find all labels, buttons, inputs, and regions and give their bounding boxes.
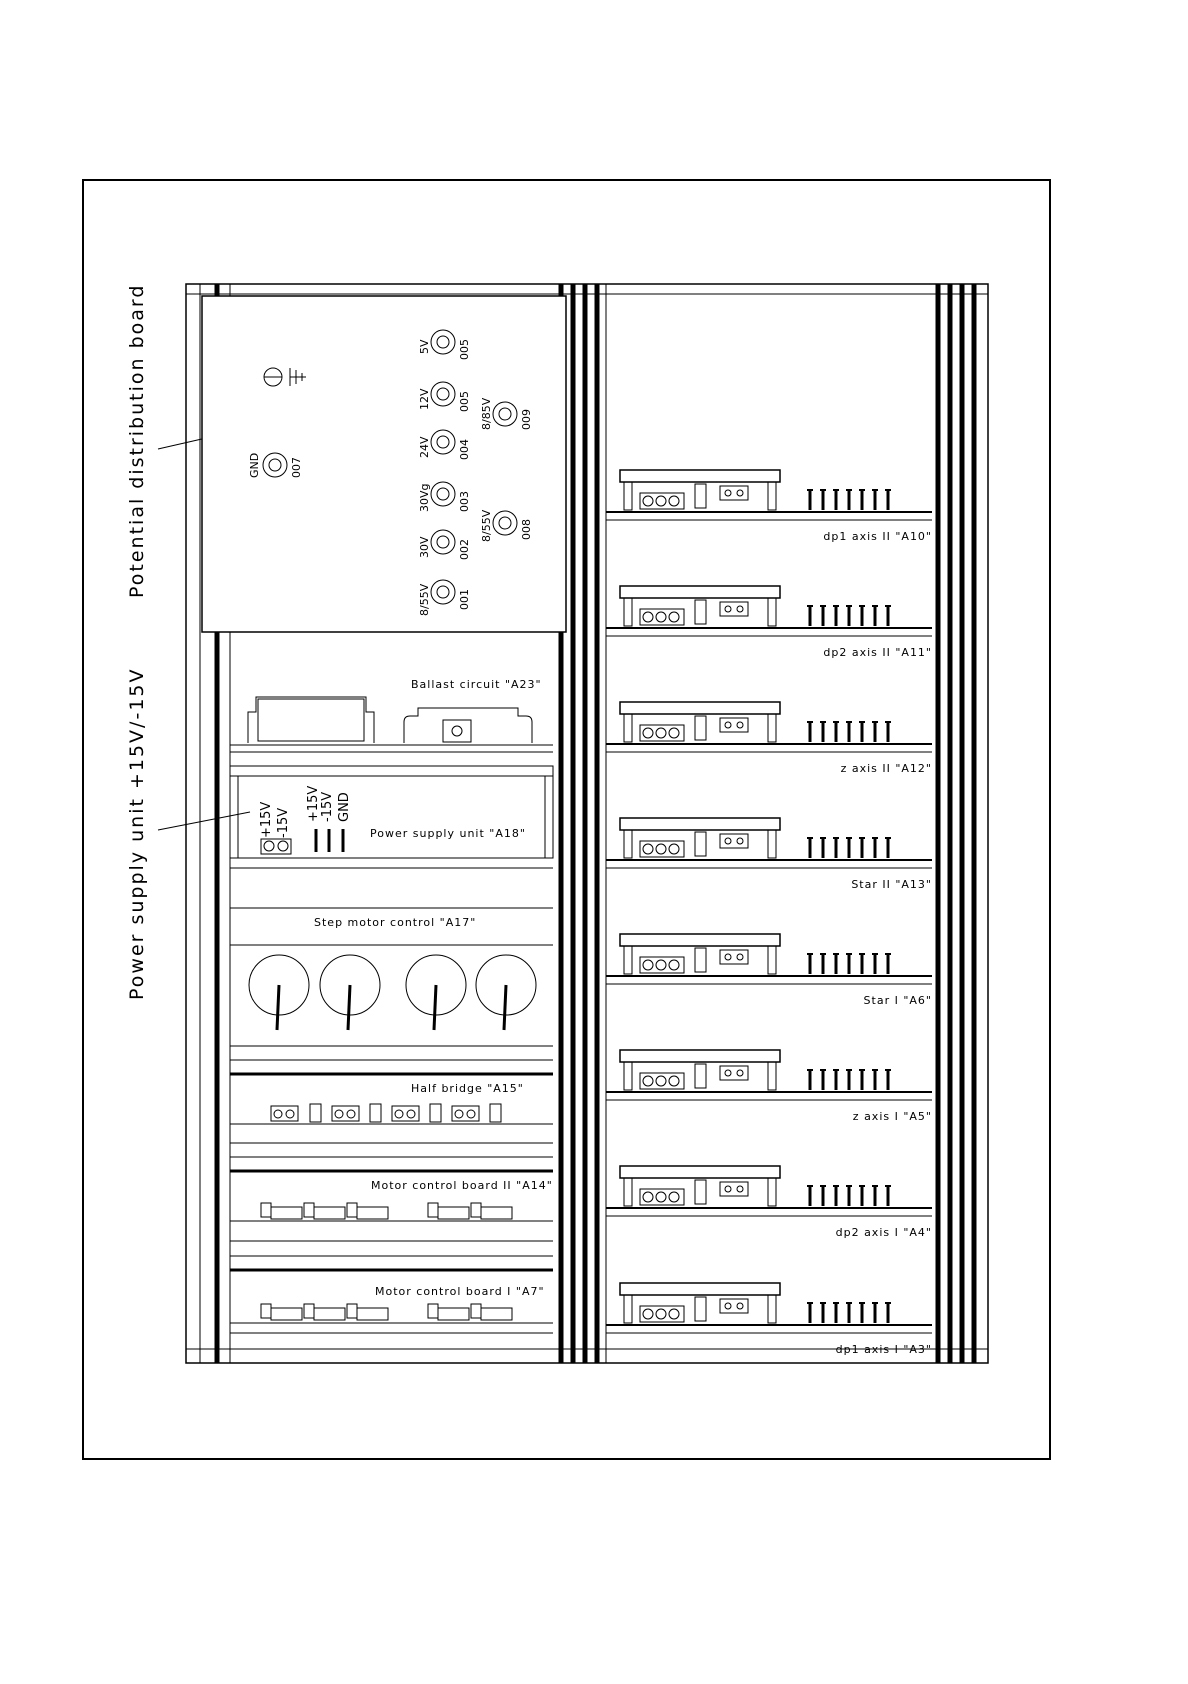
knob-icon (406, 955, 466, 1030)
right-module (606, 1283, 932, 1356)
psu-label: Power supply unit "A18" (370, 827, 526, 840)
right-module (606, 470, 932, 543)
svg-text:-15V: -15V (276, 807, 291, 838)
gnd-code: 007 (290, 457, 303, 478)
right-module-label: dp2 axis I "A4" (835, 1226, 932, 1239)
svg-text:+15V: +15V (306, 785, 321, 822)
right-module (606, 586, 932, 659)
label-power-supply-unit: Power supply unit +15V/-15V (126, 667, 148, 1000)
leader-line (158, 812, 250, 830)
svg-text:-15V: -15V (320, 791, 335, 822)
svg-text:004: 004 (458, 439, 471, 460)
right-module (606, 702, 932, 775)
right-module (606, 1050, 932, 1123)
right-module-label: z axis II "A12" (840, 762, 932, 775)
motor-ctrl-2-label: Motor control board II "A14" (371, 1179, 553, 1192)
svg-text:30Vg: 30Vg (418, 483, 431, 512)
motor-control-board-1 (230, 1270, 553, 1333)
right-module-label: dp1 axis II "A10" (823, 530, 932, 543)
motor-control-board-2 (230, 1171, 553, 1256)
svg-text:+15V: +15V (259, 801, 274, 838)
ballast-label: Ballast circuit "A23" (411, 678, 542, 691)
knob-icon (320, 955, 380, 1030)
svg-text:001: 001 (458, 589, 471, 610)
svg-text:003: 003 (458, 491, 471, 512)
right-module (606, 1166, 932, 1239)
svg-text:8/55V: 8/55V (418, 583, 431, 616)
right-module-label: Star I "A6" (863, 994, 932, 1007)
svg-text:005: 005 (458, 391, 471, 412)
distribution-board (202, 296, 566, 632)
svg-text:12V: 12V (418, 388, 431, 410)
right-module-label: Star II "A13" (851, 878, 932, 891)
right-column-modules (606, 470, 932, 1356)
svg-text:008: 008 (520, 519, 533, 540)
gnd-label: GND (248, 452, 261, 478)
label-potential-distribution-board: Potential distribution board (126, 283, 148, 598)
svg-text:002: 002 (458, 539, 471, 560)
right-module (606, 818, 932, 891)
svg-text:30V: 30V (418, 536, 431, 558)
power-supply-unit (230, 766, 553, 868)
svg-text:005: 005 (458, 339, 471, 360)
step-motor-control (230, 908, 553, 1060)
right-module-label: dp2 axis II "A11" (823, 646, 932, 659)
svg-text:5V: 5V (418, 339, 431, 354)
svg-text:GND: GND (337, 792, 352, 822)
svg-text:009: 009 (520, 409, 533, 430)
right-module-label: z axis I "A5" (852, 1110, 932, 1123)
half-bridge-label: Half bridge "A15" (411, 1082, 524, 1095)
knob-icon (249, 955, 309, 1030)
right-module (606, 934, 932, 1007)
ballast-circuit (230, 678, 553, 752)
svg-text:8/85V: 8/85V (480, 397, 493, 430)
right-module-label: dp1 axis I "A3" (835, 1343, 932, 1356)
half-bridge (230, 1074, 553, 1157)
motor-ctrl-1-label: Motor control board I "A7" (375, 1285, 545, 1298)
svg-text:8/55V: 8/55V (480, 509, 493, 542)
step-motor-label: Step motor control "A17" (314, 916, 477, 929)
knob-icon (476, 955, 536, 1030)
svg-text:24V: 24V (418, 436, 431, 458)
